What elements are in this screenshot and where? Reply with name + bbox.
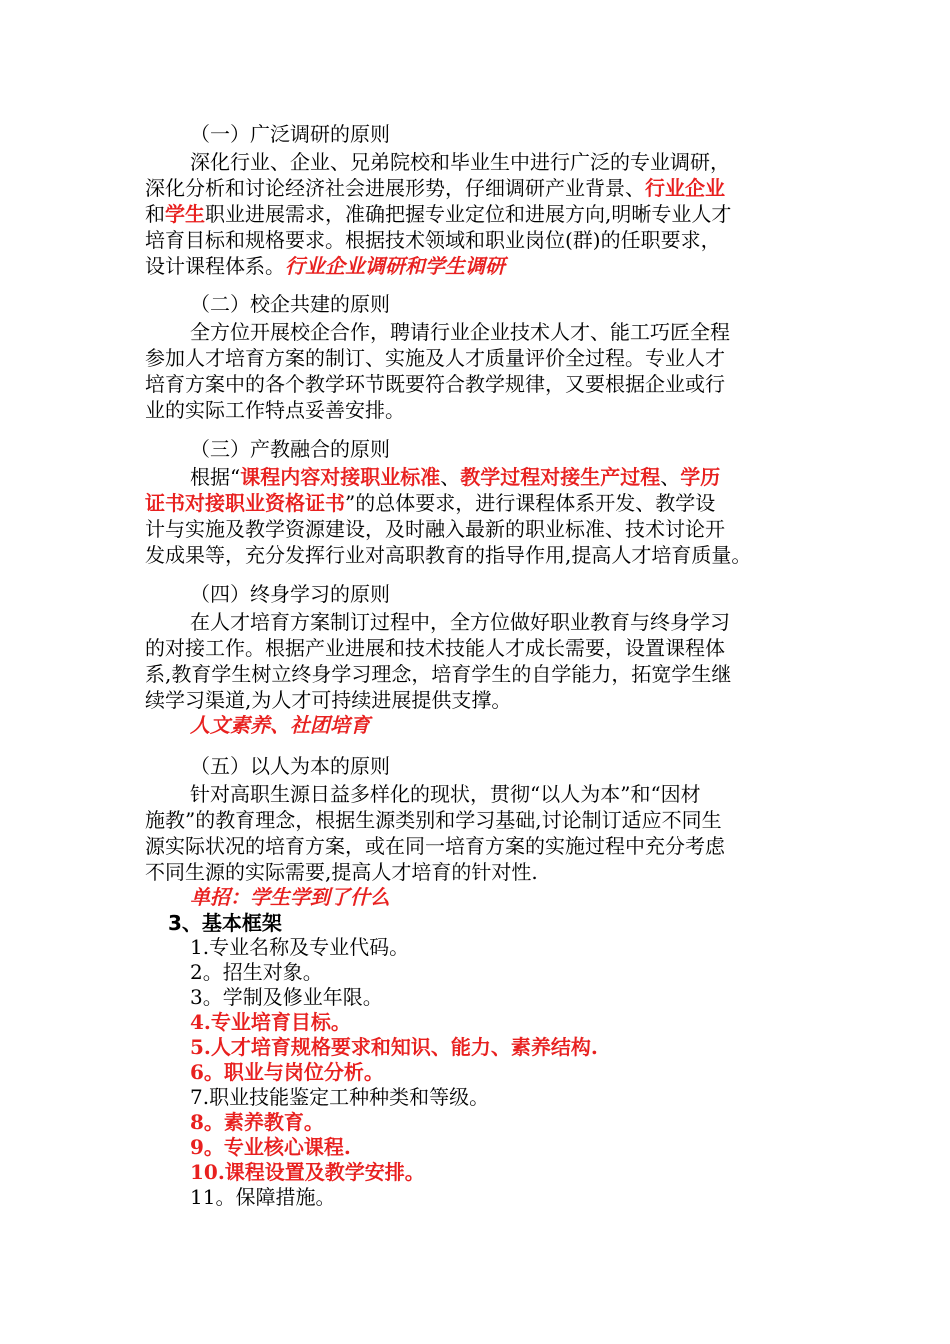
- paragraph-line: 和学生职业进展需求，准确把握专业定位和进展方向,明晰专业人才: [145, 202, 732, 226]
- paragraph-line: 证书对接职业资格证书”的总体要求，进行课程体系开发、教学设: [145, 491, 716, 515]
- highlight-text: 行业企业: [645, 176, 725, 200]
- section-heading-3: （三）产教融合的原则: [190, 437, 390, 461]
- paragraph-line: 不同生源的实际需要,提高人才培育的针对性.: [145, 860, 538, 884]
- paragraph-line: 源实际状况的培育方案，或在同一培育方案的实施过程中充分考虑: [145, 834, 725, 858]
- list-item: 7.职业技能鉴定工种种类和等级。: [190, 1085, 490, 1109]
- paragraph-line: 系,教育学生树立终身学习理念，培育学生的自学能力，拓宽学生继: [145, 662, 732, 686]
- paragraph-line: 全方位开展校企合作，聘请行业企业技术人才、能工巧匠全程: [190, 320, 730, 344]
- paragraph-line: 施教”的教育理念，根据生源类别和学习基础,讨论制订适应不同生: [145, 808, 722, 832]
- annotation-text: 单招：学生学到了什么: [190, 885, 390, 909]
- paragraph-line: 业的实际工作特点妥善安排。: [145, 398, 405, 422]
- list-item: 9。专业核心课程.: [190, 1135, 351, 1159]
- section-heading-5: （五）以人为本的原则: [190, 754, 390, 778]
- paragraph-line: 计与实施及教学资源建设，及时融入最新的职业标准、技术讨论开: [145, 517, 725, 541]
- list-item: 4.专业培育目标。: [190, 1010, 351, 1034]
- paragraph-line: 针对高职生源日益多样化的现状，贯彻“以人为本”和“因材: [190, 782, 701, 806]
- list-item: 1.专业名称及专业代码。: [190, 935, 410, 959]
- highlight-text: 教学过程对接生产过程: [460, 465, 661, 489]
- list-item: 10.课程设置及教学安排。: [190, 1160, 425, 1184]
- paragraph-line: 深化行业、企业、兄弟院校和毕业生中进行广泛的专业调研，: [190, 150, 730, 174]
- annotation-text: 行业企业调研和学生调研: [285, 254, 505, 278]
- section-heading-4: （四）终身学习的原则: [190, 582, 390, 606]
- paragraph-line: 培育目标和规格要求。根据技术领域和职业岗位(群)的任职要求，: [145, 228, 721, 252]
- highlight-text: 课程内容对接职业标准: [240, 465, 441, 489]
- list-item: 5.人才培育规格要求和知识、能力、素养结构.: [190, 1035, 598, 1059]
- paragraph-line: 在人才培育方案制订过程中，全方位做好职业教育与终身学习: [190, 610, 730, 634]
- section-heading-1: （一）广泛调研的原则: [190, 122, 390, 146]
- annotation-line: [190, 712, 855, 738]
- annotation-line: [190, 884, 855, 910]
- paragraph-line: 根据“课程内容对接职业标准、教学过程对接生产过程、学历: [190, 465, 721, 489]
- paragraph-line: 培育方案中的各个教学环节既要符合教学规律，又要根据企业或行: [145, 372, 725, 396]
- list-item: 11。保障措施。: [190, 1185, 336, 1209]
- highlight-text: 证书对接职业资格证书: [145, 491, 345, 515]
- paragraph-line: 续学习渠道,为人才可持续进展提供支撑。: [145, 688, 512, 712]
- paragraph-line: 深化分析和讨论经济社会进展形势，仔细调研产业背景、行业企业: [145, 176, 725, 200]
- list-item: 2。招生对象。: [190, 960, 323, 984]
- annotation-text: 人文素养、社团培育: [190, 713, 370, 737]
- list-item: 3。学制及修业年限。: [190, 985, 383, 1009]
- paragraph-line: 发成果等，充分发挥行业对高职教育的指导作用,提高人才培育质量。: [145, 543, 752, 567]
- paragraph-line: 的对接工作。根据产业进展和技术技能人才成长需要，设置课程体: [145, 636, 725, 660]
- framework-title: 3、基本框架: [168, 911, 282, 935]
- list-item: 6。职业与岗位分析。: [190, 1060, 384, 1084]
- paragraph-line: 设计课程体系。行业企业调研和学生调研: [145, 254, 505, 278]
- highlight-text: 学历: [680, 465, 721, 489]
- section-heading-2: （二）校企共建的原则: [190, 292, 390, 316]
- list-item: 8。素养教育。: [190, 1110, 324, 1134]
- highlight-text: 学生: [165, 202, 205, 226]
- paragraph-line: 参加人才培育方案的制订、实施及人才质量评价全过程。专业人才: [145, 346, 725, 370]
